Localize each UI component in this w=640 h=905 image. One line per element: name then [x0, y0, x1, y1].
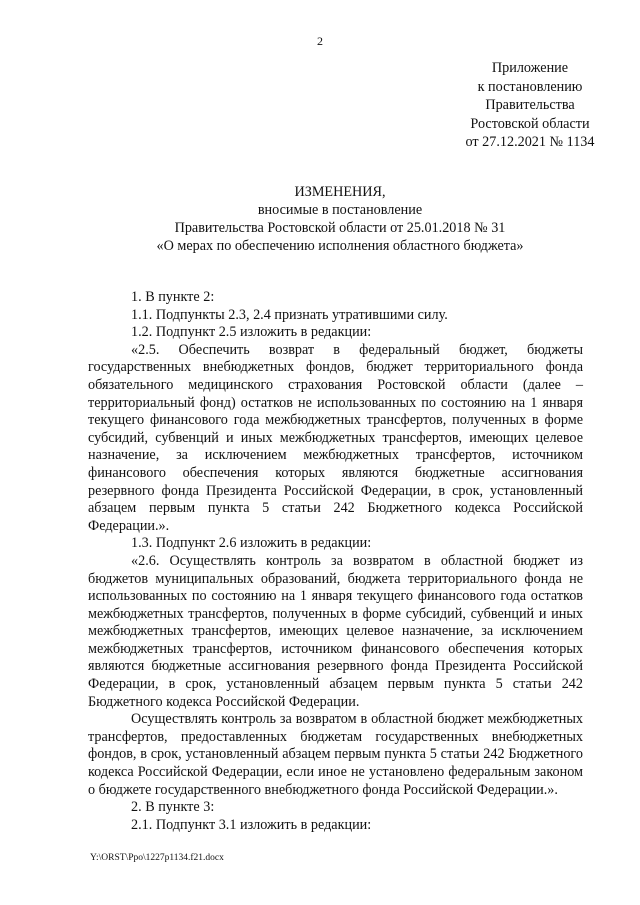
appendix-line: Правительства [485, 97, 575, 113]
paragraph: 1.2. Подпункт 2.5 изложить в редакции: [131, 324, 372, 341]
paragraph: Осуществлять контроль за возвратом в областной бюджет межбюджетных трансфертов, предоставленных бюджетам государственных внебюджетных фондов, в срок, установленный абзацем первым пункта 5 статьи 242 Бюджетного кодекса Российской Федерации, если иное не установлено федеральным законом о бюджете государственного внебюджетного фонда Российской Федерации.». [88, 711, 583, 798]
appendix-line: Ростовской области [470, 115, 590, 132]
appendix-line: от 27.12.2021 № 1134 [465, 134, 595, 150]
title-heading: ИЗМЕНЕНИЯ, [294, 184, 386, 200]
document-title [150, 183, 530, 255]
document-body [88, 289, 583, 834]
paragraph: «2.5. Обеспечить возврат в федеральный бюджет, бюджеты государственных внебюджетных фондов, бюджет территориального фонда обязательного медицинского страхования Ростовской области (далее – территориальный фонд) остатков не использованных по состоянию на 1 января текущего финансового года межбюджетных трансфертов, полученных в форме субсидий, субвенций и иных межбюджетных трансфертов, имеющих целевое назначение, за исключением межбюджетных трансфертов, источником финансового обеспечения которых являются бюджетные ассигнования резервного фонда Президента Российской Федерации, в срок, установленный абзацем первым пункта 5 статьи 242 Бюджетного кодекса Российской Федерации.». [88, 341, 583, 534]
paragraph: 2.1. Подпункт 3.1 изложить в редакции: [131, 816, 372, 833]
paragraph: 2. В пункте 3: [131, 799, 215, 816]
paragraph: 1.3. Подпункт 2.6 изложить в редакции: [131, 535, 372, 552]
title-line: вносимые в постановление [257, 202, 423, 218]
title-line: «О мерах по обеспечению исполнения областного бюджета» [156, 238, 524, 254]
appendix-header [430, 59, 630, 152]
paragraph: 1.1. Подпункты 2.3, 2.4 признать утратившими силу. [131, 306, 448, 323]
paragraph: 1. В пункте 2: [131, 289, 215, 305]
file-path-footer: Y:\ORST\Ppo\1227p1134.f21.docx [90, 853, 224, 863]
appendix-line: Приложение [491, 60, 569, 76]
appendix-line: к постановлению [477, 78, 583, 95]
page-number: 2 [317, 34, 323, 48]
title-line: Правительства Ростовской области от 25.01.2018 № 31 [174, 220, 506, 236]
paragraph: «2.6. Осуществлять контроль за возвратом в областной бюджет из бюджетов муниципальных образований, бюджета территориального фонда не использованных по состоянию на 1 января текущего финансового года остатков межбюджетных трансфертов, полученных в форме субсидий, субвенций и иных межбюджетных трансфертов, имеющих целевое назначение, за исключением межбюджетных трансфертов, источником финансового обеспечения которых являются бюджетные ассигнования резервного фонда Президента Российской Федерации, в срок, установленный абзацем первым пункта 5 статьи 242 Бюджетного кодекса Российской Федерации. [88, 552, 583, 710]
